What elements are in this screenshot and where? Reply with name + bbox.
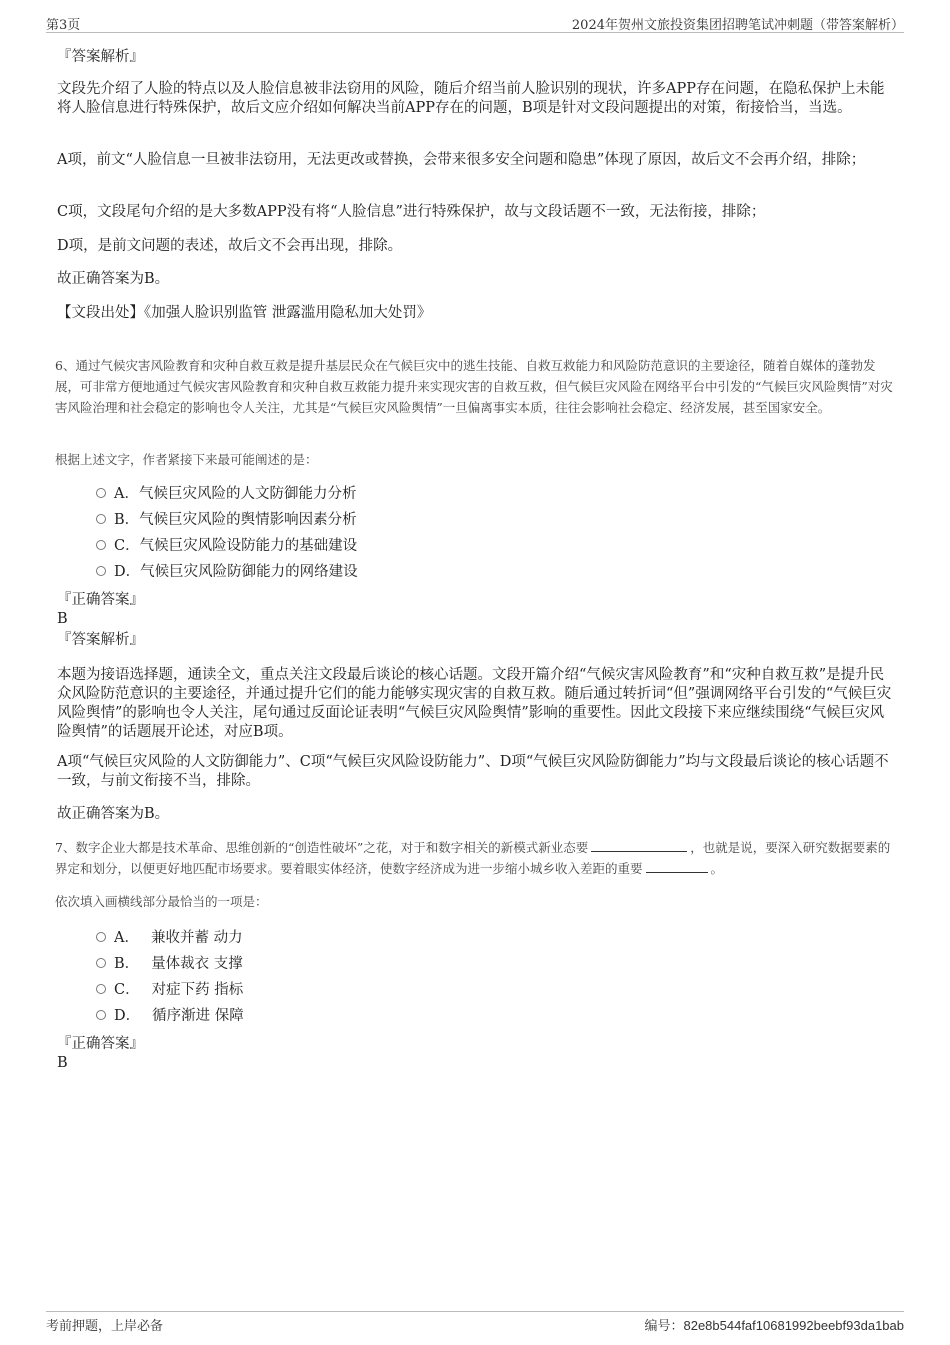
radio-icon[interactable] (96, 488, 106, 498)
document-code: 编号：82e8b544faf10681992beebf93da1bab (644, 1318, 904, 1333)
radio-icon[interactable] (96, 958, 106, 968)
fill-blank-2[interactable] (646, 859, 708, 873)
q7-prompt: 依次填入画横线部分最恰当的一项是： (55, 894, 268, 909)
radio-icon[interactable] (96, 1010, 106, 1020)
q7-option-c[interactable]: C． 对症下药 指标 (96, 981, 243, 1000)
q5-analysis-label: 『答案解析』 (57, 49, 144, 65)
document-title: 2024年贺州文旅投资集团招聘笔试冲刺题（带答案解析） (571, 18, 904, 33)
q6-conclusion: 故正确答案为B。 (57, 806, 170, 822)
page-footer (46, 1311, 904, 1333)
radio-icon[interactable] (96, 984, 106, 994)
q5-analysis-p1: 文段先介绍了人脸的特点以及人脸信息被非法窃用的风险，随后介绍当前人脸识别的现状，许多APP存在问题，在隐私保护上未能将人脸信息进行特殊保护，故后文应介绍如何解决当前APP存在的问题，B项是针对文段问题提出的对策，衔接恰当，当选。 (57, 81, 885, 116)
q5-source: 【文段出处】《加强人脸识别监管 泄露滥用隐私加大处罚》 (57, 305, 432, 321)
q6-stem: 6、通过气候灾害风险教育和灾种自救互救是提升基层民众在气候巨灾中的逃生技能、自救互救能力和风险防范意识的主要途径，随着自媒体的蓬勃发展，可非常方便地通过气候灾害风险教育和灾种自救互救能力提升来实现灾害的自救互救，但气候巨灾风险在网络平台中引发的“气候巨灾风险舆情”对灾害风险治理和社会稳定的影响也令人关注，尤其是“气候巨灾风险舆情”一旦偏离事实本质，往往会影响社会稳定、经济发展，甚至国家安全。 (55, 358, 893, 415)
q6-answer: B (57, 611, 68, 627)
q6-prompt: 根据上述文字，作者紧接下来最可能阐述的是： (55, 452, 318, 467)
radio-icon[interactable] (96, 514, 106, 524)
q6-option-b[interactable]: B．气候巨灾风险的舆情影响因素分析 (96, 511, 357, 530)
q7-answer: B (57, 1055, 68, 1071)
radio-icon[interactable] (96, 540, 106, 550)
q5-analysis-p4: D项，是前文问题的表述，故后文不会再出现，排除。 (57, 238, 403, 254)
page-number: 第3页 (46, 18, 81, 33)
q5-analysis-p2: A项，前文“人脸信息一旦被非法窃用，无法更改或替换，会带来很多安全问题和隐患”体现了原因，故后文不会再介绍，排除； (57, 152, 866, 168)
q5-analysis-p3: C项，文段尾句介绍的是大多数APP没有将“人脸信息”进行特殊保护，故与文段话题不一致，无法衔接，排除； (57, 204, 766, 220)
radio-icon[interactable] (96, 566, 106, 576)
q6-answer-label: 『正确答案』 (57, 592, 144, 608)
q6-option-c[interactable]: C．气候巨灾风险设防能力的基础建设 (96, 537, 357, 556)
footer-slogan: 考前押题，上岸必备 (46, 1319, 164, 1334)
q6-option-a[interactable]: A．气候巨灾风险的人文防御能力分析 (96, 485, 356, 504)
page-header (46, 14, 904, 33)
q7-option-b[interactable]: B． 量体裁衣 支撑 (96, 955, 243, 974)
fill-blank-1[interactable] (591, 838, 687, 852)
radio-icon[interactable] (96, 932, 106, 942)
q6-analysis-p2: A项“气候巨灾风险的人文防御能力”、C项“气候巨灾风险设防能力”、D项“气候巨灾风险防御能力”均与文段最后谈论的核心话题不一致，与前文衔接不当，排除。 (57, 754, 889, 789)
q5-conclusion: 故正确答案为B。 (57, 271, 170, 287)
q7-option-a[interactable]: A． 兼收并蓄 动力 (96, 929, 243, 948)
q6-option-d[interactable]: D．气候巨灾风险防御能力的网络建设 (96, 563, 358, 582)
q7-answer-label: 『正确答案』 (57, 1036, 144, 1052)
q7-stem: 7、数字企业大都是技术革命、思维创新的“创造性破坏”之花，对于和数字相关的新模式新业态要 ，也就是说，要深入研究数据要素的界定和划分，以便更好地匹配市场要求。要着眼实体经济，使数字经济成为进一步缩小城乡收入差距的重要 。 (55, 840, 891, 876)
q7-option-d[interactable]: D． 循序渐进 保障 (96, 1007, 244, 1026)
q6-analysis-label: 『答案解析』 (57, 632, 144, 648)
q6-analysis-p1: 本题为接语选择题，通读全文，重点关注文段最后谈论的核心话题。文段开篇介绍“气候灾害风险教育”和“灾种自救互救”是提升民众风险防范意识的主要途径，并通过提升它们的能力能够实现灾害的自救互救。随后通过转折词“但”强调网络平台引发的“气候巨灾风险舆情”的影响也令人关注，尾句通过反面论证表明“气候巨灾风险舆情”影响的重要性。因此文段接下来应继续围绕“气候巨灾风险舆情”的话题展开论述，对应B项。 (57, 667, 892, 740)
